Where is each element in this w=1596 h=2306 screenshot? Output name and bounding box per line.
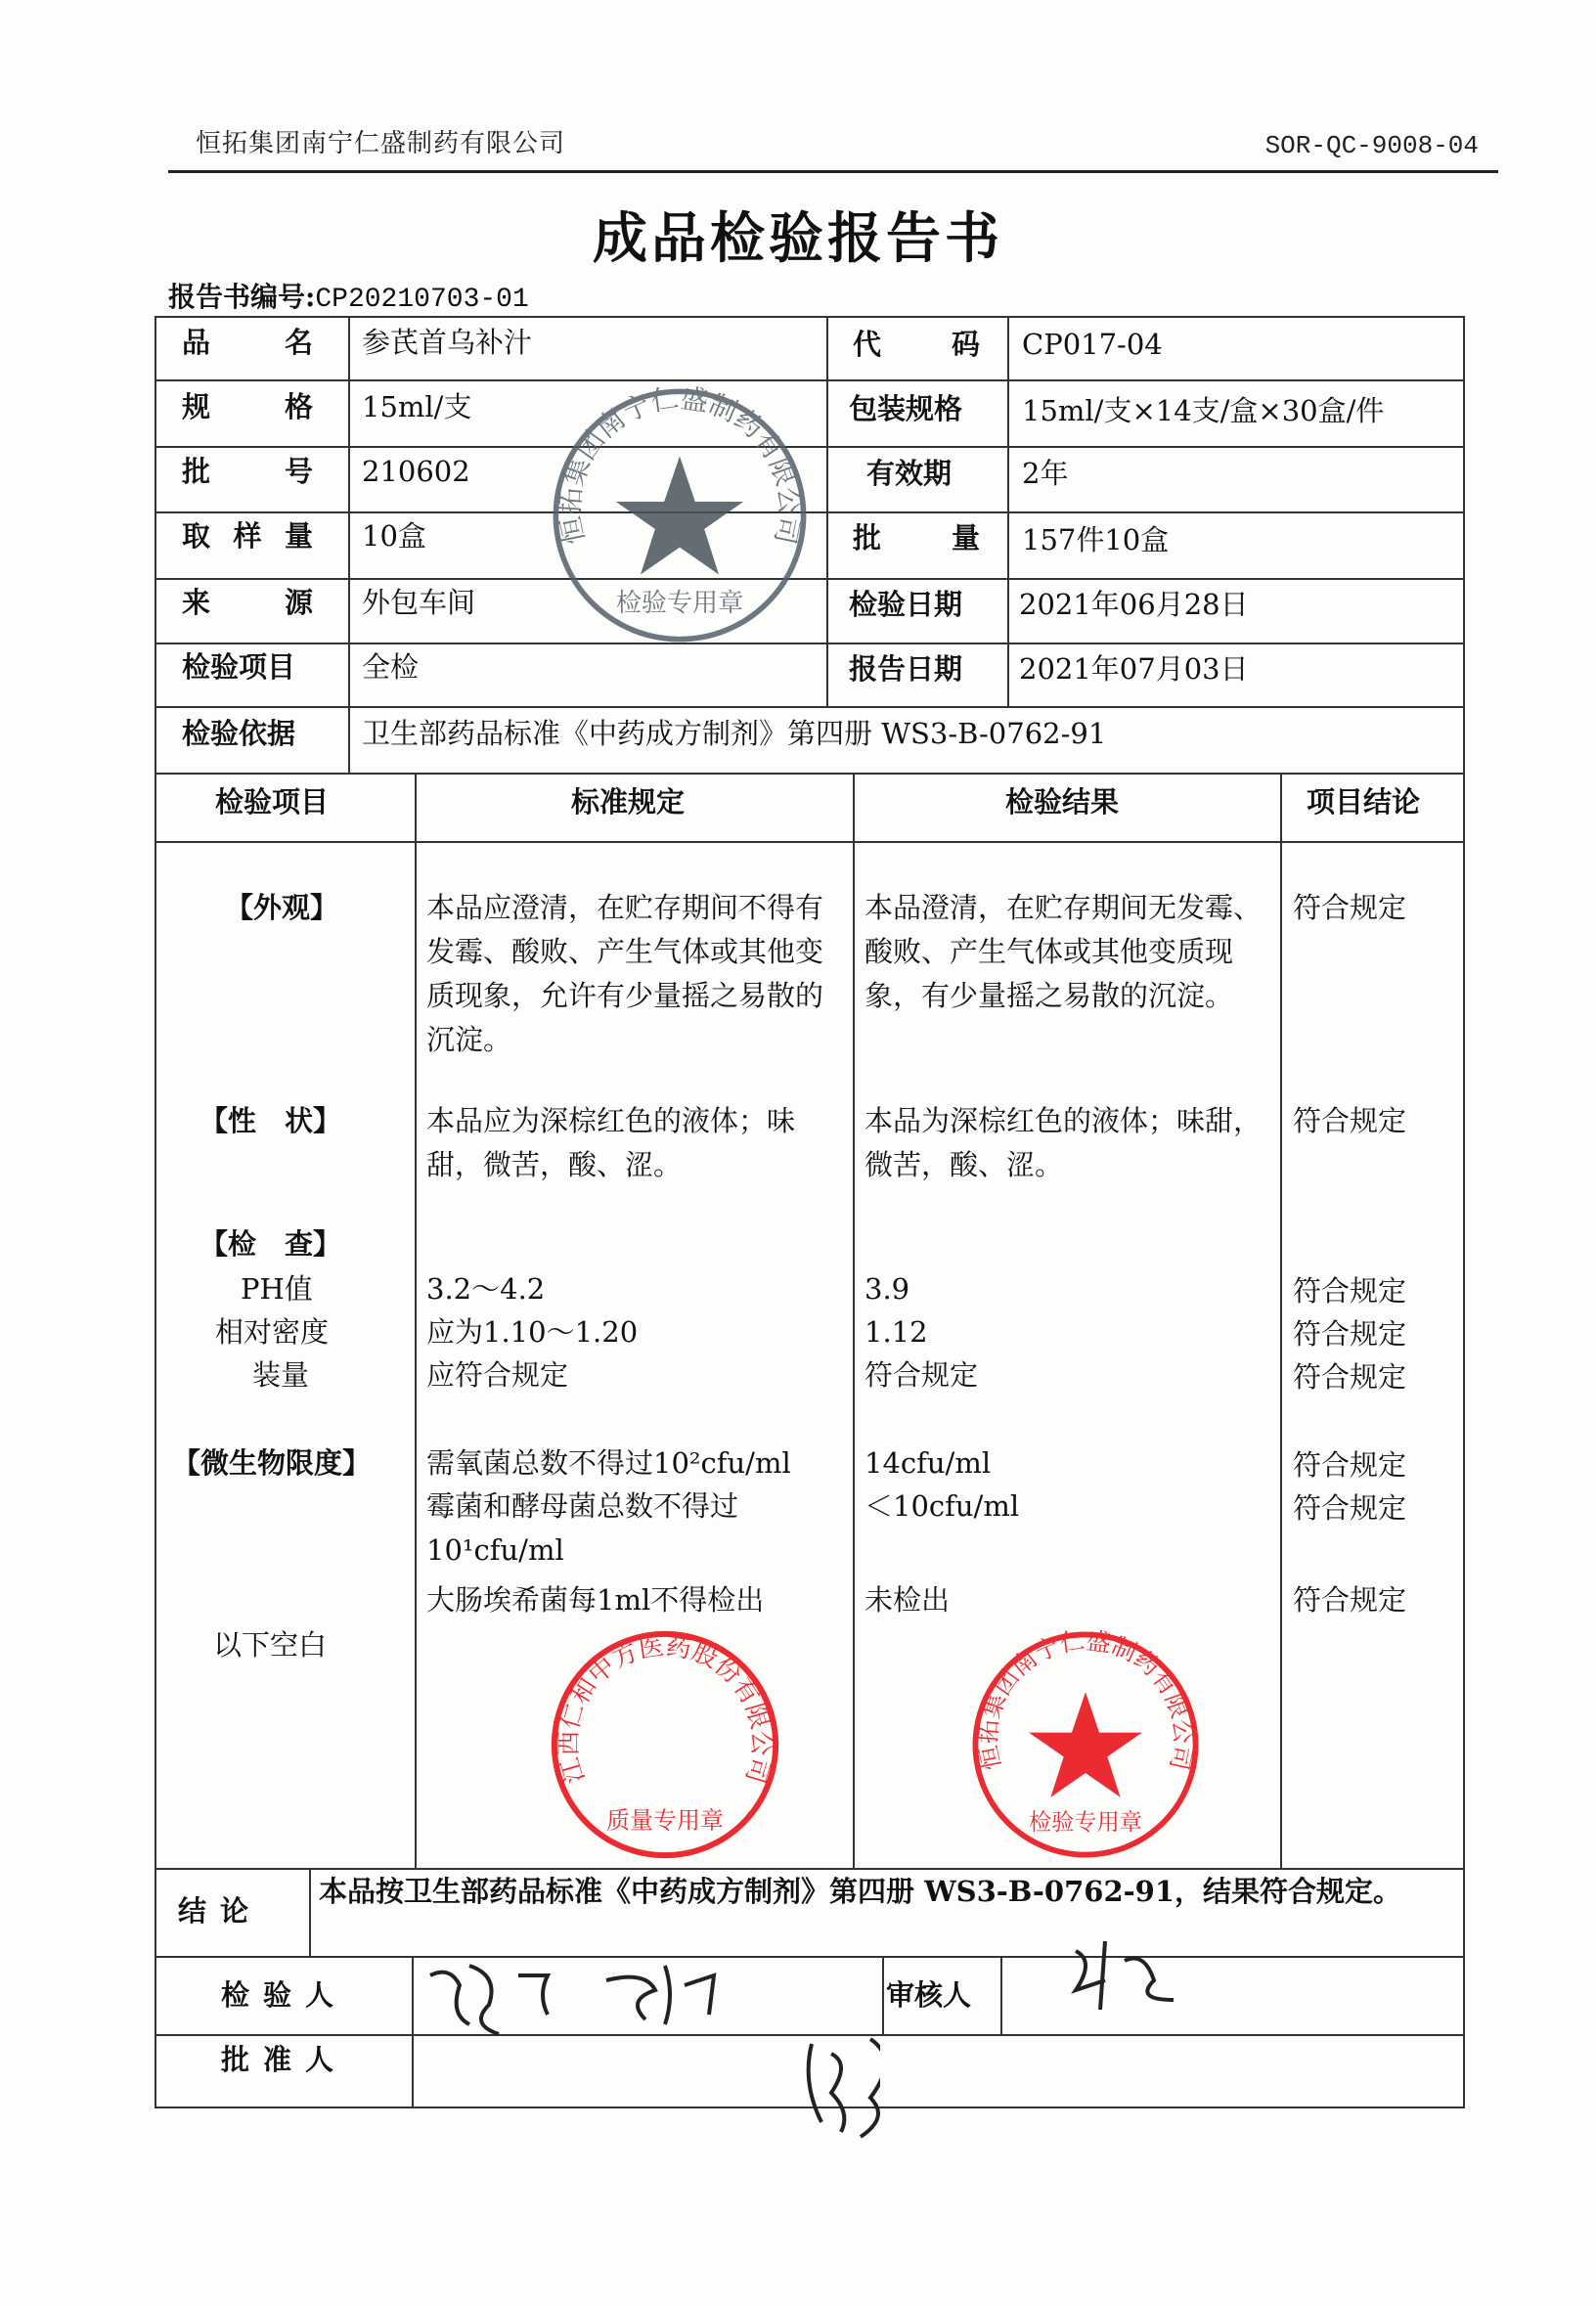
row-standard: 本品应为深棕红色的液体；味甜，微苦，酸、涩。 — [426, 1104, 796, 1181]
value-test-date: 2021年06月28日 — [1019, 588, 1249, 621]
rule — [155, 706, 1465, 708]
label-validity: 有效期 — [866, 457, 953, 490]
row-result: 14cfu/ml — [864, 1446, 992, 1480]
reviewer-label: 审核人 — [886, 1978, 972, 2012]
label-packaging: 包装规格 — [849, 392, 963, 425]
conclusion-text: 本品按卫生部药品标准《中药成方制剂》第四册 WS3-B-0762-91，结果符合规定。 — [319, 1875, 1402, 1908]
value-spec: 15ml/支 — [362, 390, 472, 423]
value-basis: 卫生部药品标准《中药成方制剂》第四册 WS3-B-0762-91 — [362, 717, 1107, 750]
row-standard: 3.2～4.2 — [426, 1272, 546, 1306]
rule — [1007, 316, 1009, 707]
row-result: ＜10cfu/ml — [864, 1489, 1020, 1523]
label-spec: 规格 — [182, 390, 313, 423]
label-report-date: 报告日期 — [849, 652, 963, 686]
approver-label: 批准人 — [221, 2043, 348, 2076]
value-source: 外包车间 — [362, 586, 476, 619]
row-standard: 需氧菌总数不得过10²cfu/ml — [426, 1446, 791, 1480]
rule — [309, 1868, 311, 1956]
blank-note: 以下空白 — [213, 1628, 328, 1662]
rule — [155, 841, 1465, 843]
svg-text:检验专用章: 检验专用章 — [1029, 1808, 1142, 1836]
row-item: 【微生物限度】 — [172, 1446, 372, 1480]
label-source: 来源 — [182, 586, 313, 619]
row-result: 符合规定 — [864, 1358, 979, 1392]
value-test-item: 全检 — [362, 650, 420, 684]
rule — [155, 316, 156, 2108]
row-result: 本品澄清，在贮存期间无发霉、酸败、产生气体或其他变质现象，有少量摇之易散的沉淀。 — [864, 891, 1263, 1012]
label-basis: 检验依据 — [182, 717, 296, 750]
row-standard: 应符合规定 — [426, 1358, 569, 1392]
company-name: 恒拓集团南宁仁盛制药有限公司 — [196, 129, 566, 158]
svg-text:检验专用章: 检验专用章 — [615, 588, 744, 618]
handwritten-signatures — [411, 1946, 880, 2142]
label-product-name: 品名 — [182, 326, 313, 359]
red-inspection-seal — [968, 1627, 1203, 1862]
row-item: 【检 查】 — [200, 1227, 342, 1261]
svg-text:恒拓集团南宁仁盛制药有限公司: 恒拓集团南宁仁盛制药有限公司 — [973, 1627, 1198, 1773]
row-conclusion: 符合规定 — [1293, 1491, 1407, 1525]
header-divider — [168, 170, 1498, 173]
row-item: 【外观】 — [225, 891, 339, 924]
row-item: PH值 — [241, 1272, 313, 1306]
rule — [1463, 316, 1465, 2108]
col-header-result: 检验结果 — [1005, 785, 1120, 819]
svg-text:恒拓集团南宁仁盛制药有限公司: 恒拓集团南宁仁盛制药有限公司 — [553, 383, 807, 548]
label-batch-no: 批号 — [182, 455, 313, 488]
label-test-date: 检验日期 — [849, 588, 963, 621]
rule — [348, 316, 350, 773]
row-conclusion: 符合规定 — [1293, 1360, 1407, 1394]
value-validity: 2年 — [1022, 457, 1069, 490]
row-conclusion: 符合规定 — [1293, 891, 1407, 924]
label-code: 代码 — [853, 328, 980, 361]
document-code: SOR-QC-9008-04 — [1264, 131, 1479, 160]
rule — [415, 773, 417, 1868]
col-header-item: 检验项目 — [215, 785, 330, 819]
row-item: 相对密度 — [215, 1315, 330, 1349]
row-conclusion: 符合规定 — [1293, 1274, 1407, 1308]
label-test-item: 检验项目 — [182, 650, 296, 684]
gray-inspection-seal — [548, 383, 812, 647]
row-item: 【性 状】 — [200, 1104, 342, 1137]
page-title: 成品检验报告书 — [593, 206, 1003, 271]
value-sample-qty: 10盒 — [362, 519, 426, 553]
rule — [826, 316, 828, 707]
reviewer-signature — [1056, 1931, 1213, 2029]
rule — [853, 773, 855, 1868]
rule — [155, 379, 1465, 381]
row-result: 3.9 — [864, 1272, 910, 1306]
value-code: CP017-04 — [1022, 328, 1163, 361]
row-standard: 本品应澄清，在贮存期间不得有发霉、酸败、产生气体或其他变质现象，允许有少量摇之易散的沉淀。 — [426, 891, 824, 1056]
report-number: 报告书编号:CP20210703-01 — [168, 281, 529, 315]
red-quality-seal — [548, 1627, 782, 1862]
value-batch-qty: 157件10盒 — [1022, 523, 1170, 556]
row-conclusion: 符合规定 — [1293, 1104, 1407, 1137]
row-result: 1.12 — [864, 1315, 928, 1349]
svg-text:质量专用章: 质量专用章 — [606, 1806, 724, 1835]
row-conclusion: 符合规定 — [1293, 1583, 1407, 1617]
conclusion-label: 结论 — [178, 1894, 263, 1928]
value-packaging: 15ml/支×14支/盒×30盒/件 — [1022, 394, 1385, 427]
rule — [882, 1956, 884, 2034]
col-header-standard: 标准规定 — [571, 785, 686, 819]
rule — [1000, 1956, 1002, 2034]
row-standard: 大肠埃希菌每1ml不得检出 — [426, 1583, 765, 1617]
row-standard: 霉菌和酵母菌总数不得过10¹cfu/ml — [426, 1489, 739, 1567]
row-result: 本品为深棕红色的液体；味甜，微苦，酸、涩。 — [864, 1104, 1263, 1181]
row-conclusion: 符合规定 — [1293, 1317, 1407, 1351]
row-item: 装量 — [252, 1358, 310, 1392]
rule — [155, 316, 1465, 318]
row-result: 未检出 — [864, 1583, 951, 1617]
col-header-conclusion: 项目结论 — [1307, 785, 1421, 819]
rule — [1280, 773, 1282, 1868]
value-product-name: 参芪首乌补汁 — [362, 326, 533, 359]
report-number-value: CP20210703-01 — [315, 285, 529, 315]
label-sample-qty: 取样量 — [182, 519, 313, 553]
row-standard: 应为1.10～1.20 — [426, 1315, 639, 1349]
value-report-date: 2021年07月03日 — [1019, 652, 1249, 686]
svg-text:江西仁和中方医药股份有限公司: 江西仁和中方医药股份有限公司 — [554, 1631, 776, 1787]
label-batch-qty: 批量 — [853, 521, 980, 554]
rule — [155, 773, 1465, 775]
row-conclusion: 符合规定 — [1293, 1448, 1407, 1482]
value-batch-no: 210602 — [362, 455, 470, 488]
inspector-label: 检验人 — [221, 1978, 348, 2012]
